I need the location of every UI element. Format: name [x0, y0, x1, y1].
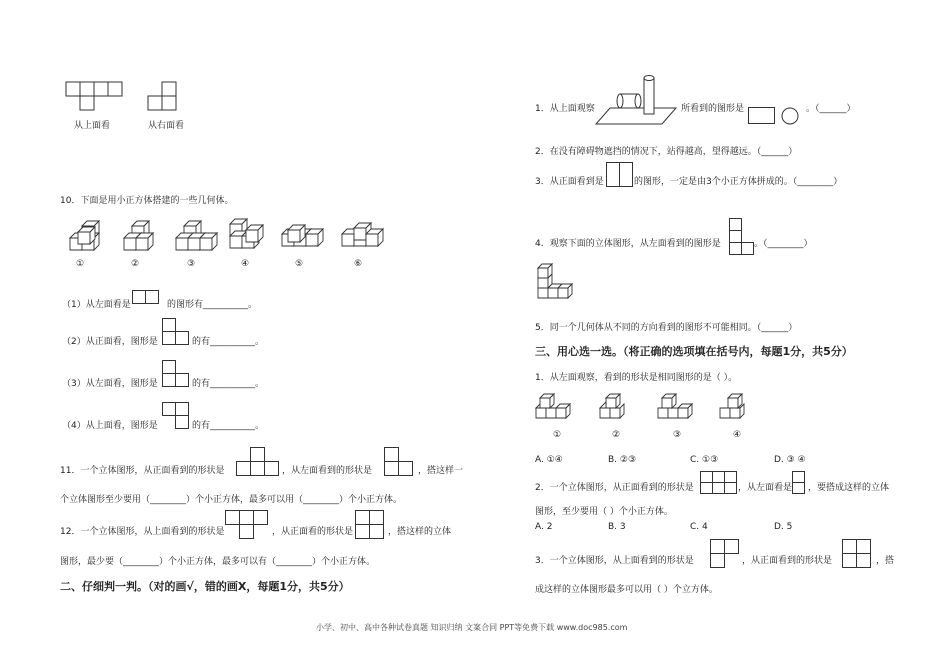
c2-left-figure	[792, 471, 808, 497]
j5-text: 5．同一个几何体从不同的方向看到的图形不可能相同。（______）	[535, 323, 798, 333]
q10-label-1: ①	[76, 259, 85, 269]
c1-option-c: C. ①③	[690, 455, 719, 465]
q12-text-a: 12．一个立体图形，从上面看到的形状是	[60, 527, 225, 537]
c3-text-b: ，从正面看到的形状是	[742, 556, 833, 566]
c1-solids	[534, 392, 774, 428]
c1-label-3: ③	[673, 430, 682, 440]
solid-3	[176, 221, 217, 250]
j1-text-a: 1．从上面观察	[535, 104, 595, 114]
c3-text-a: 3．一个立体图形，从上面看到的形状是	[535, 556, 694, 566]
q10-sub2-post: 的有__________。	[192, 337, 265, 347]
j3-text-b: 的图形，一定是由3个小正方体拼成的。（________）	[634, 177, 843, 187]
page-footer: 小学、初中、高中各种试卷真题 知识归纳 文案合同 PPT等免费下载 www.doc985.com	[316, 623, 628, 632]
c3-front-figure	[842, 539, 874, 571]
c3-text-c: ，搭	[876, 556, 895, 566]
q10-label-3: ③	[187, 259, 196, 269]
q10-sub1-post: 的图形有__________。	[167, 300, 258, 310]
c1-label-4: ④	[733, 430, 742, 440]
c2-option-c: C. 4	[690, 522, 708, 532]
q11-text-d: 个立体图形至少要用（________）个小正方体，最多可以用（________）个小正方体。	[60, 495, 403, 505]
c1-option-d: D. ③ ④	[774, 455, 806, 465]
c2-text-d: 图形，至少要用（ ）个小正方体。	[535, 507, 673, 517]
q10-sub3-figure	[162, 360, 192, 390]
q10-sub1-pre: （1）从左面看是	[62, 300, 131, 310]
section-2-heading: 二、仔细判一判。（对的画√，错的画X，每题1分，共5分）	[60, 580, 350, 593]
q10-sub4-post: 的有__________。	[192, 421, 265, 431]
q11-text-b: ，从左面看到的形状是	[282, 466, 373, 476]
j1-text-c: 。（______）	[806, 104, 856, 114]
q10-sub4-figure	[162, 402, 192, 432]
j4-solid-figure	[532, 262, 582, 302]
j2-text: 2．在没有障碍物遮挡的情况下，站得越高，望得越远。（______）	[535, 147, 798, 157]
c2-text-a: 2．一个立体图形，从正面看到的形状是	[535, 483, 694, 493]
solid-6	[342, 223, 383, 246]
q10-sub3-pre: （3）从左面看，图形是	[62, 379, 158, 389]
j3-view-figure	[606, 162, 636, 190]
c2-option-b: B. 3	[608, 522, 626, 532]
c3-top-figure	[710, 539, 742, 571]
q10-label-4: ④	[241, 259, 250, 269]
q11-text-c: ，搭这样一	[418, 466, 464, 476]
j4-text-b: 。（________）	[754, 239, 813, 249]
c2-option-d: D. 5	[774, 522, 793, 532]
q11-text-a: 11．一个立体图形，从正面看到的形状是	[60, 466, 225, 476]
c1-label-1: ①	[553, 430, 562, 440]
q12-front-figure	[355, 510, 387, 542]
right-view-figure	[148, 82, 188, 114]
c2-text-c: ，要搭成这样的立体	[808, 483, 890, 493]
q12-text-b: ，从正面看的形状是	[272, 527, 354, 537]
top-view-figure	[66, 82, 126, 114]
q11-left-figure	[384, 447, 416, 479]
right-view-caption: 从右面看	[148, 121, 185, 131]
solid-1	[70, 221, 99, 250]
solid-2	[124, 221, 153, 250]
solid-5	[282, 225, 323, 246]
q10-label-5: ⑤	[295, 259, 304, 269]
q10-sub3-post: 的有__________。	[192, 379, 265, 389]
q10-sub2-pre: （2）从正面看，图形是	[62, 337, 158, 347]
j1-view-figure	[748, 107, 800, 127]
c2-front-figure	[700, 471, 738, 497]
c2-option-a: A. 2	[535, 522, 553, 532]
section-3-heading: 三、用心选一选。（将正确的选项填在括号内，每题1分，共5分）	[535, 345, 853, 358]
q10-label-2: ②	[131, 259, 140, 269]
c1-option-b: B. ②③	[608, 455, 637, 465]
c1-option-a: A. ①④	[535, 455, 563, 465]
j3-text-a: 3．从正面看到是	[535, 177, 604, 187]
q12-top-figure	[225, 510, 271, 542]
q10-sub2-figure	[162, 318, 192, 348]
q11-front-figure	[236, 447, 282, 479]
j4-text-a: 4．观察下面的立体图形，从左面看到的图形是	[535, 239, 721, 249]
top-view-caption: 从上面看	[74, 121, 111, 131]
q10-title: 10．下面是用小正方体搭建的一些几何体。	[60, 196, 234, 206]
c3-text-d: 成这样的立体图形最多可以用（ ）个立方体。	[535, 585, 718, 595]
q12-text-d: 图形，最少要（________）个小正方体，最多可以有（________）个小正方体。	[60, 557, 376, 567]
j1-solid-figure	[596, 72, 678, 126]
c2-text-b: ，从左面看是	[738, 483, 793, 493]
c1-text: 1．从左面观察，看到的形状是相同图形的是（ ）。	[535, 373, 738, 383]
q12-text-c: ，搭这样的立体	[388, 527, 452, 537]
q10-sub1-figure	[132, 290, 162, 306]
q10-sub4-pre: （4）从上面看，图形是	[62, 421, 158, 431]
c1-label-2: ②	[612, 430, 621, 440]
j1-text-b: 所看到的图形是	[681, 104, 745, 114]
q10-label-6: ⑥	[354, 259, 363, 269]
solid-4	[230, 219, 263, 248]
q10-solids	[62, 214, 382, 256]
